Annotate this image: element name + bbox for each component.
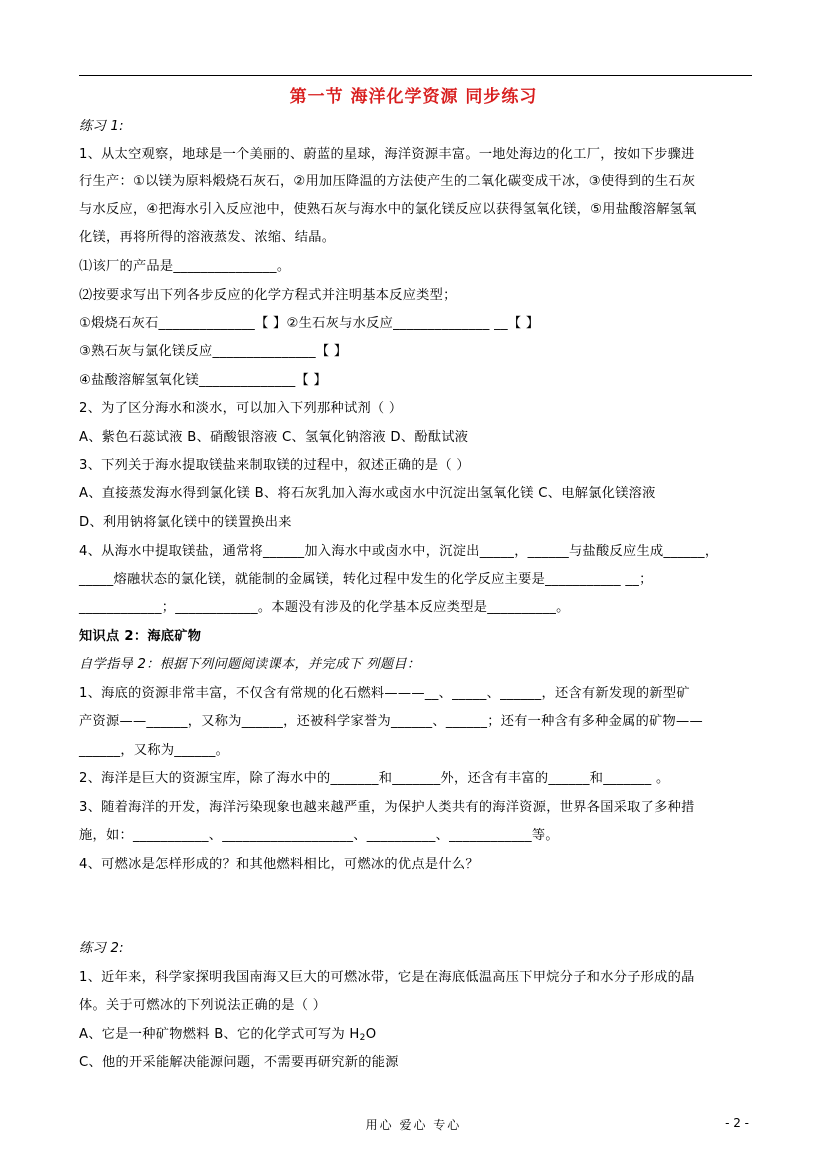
kp-q2: 2、海洋是巨大的资源宝库，除了海水中的_______和_______外，还含有丰富的______和_______ 。 [79, 771, 670, 786]
q1-line-3: 与水反应，④把海水引入反应池中，使熟石灰与海水中的氯化镁反应以获得氢氧化镁，⑤用盐酸溶解氢氧 [79, 202, 697, 217]
q1-sub-1: ⑴该厂的产品是_______________。 [79, 259, 291, 274]
q1-step-4: ④盐酸溶解氢氧化镁______________【 】 [79, 373, 328, 388]
kp-q1-line-1: 1、海底的资源非常丰富，不仅含有常规的化石燃料———__、_____、______，还含有新发现的新型矿 [79, 686, 690, 701]
q3-stem: 3、下列关于海水提取镁盐来制取镁的过程中，叙述正确的是（ ） [79, 458, 470, 473]
page-number: - 2 - [725, 1116, 749, 1130]
ex2-q1-line-2: 体。关于可燃冰的下列说法正确的是（ ） [79, 998, 327, 1013]
q4-line-2: _____熔融状态的氯化镁，就能制的金属镁，转化过程中发生的化学反应主要是___________ __； [79, 572, 653, 587]
footer-motto: 用心 爱心 专心 [365, 1118, 462, 1132]
q1-step-1-2: ①煅烧石灰石______________【 】②生石灰与水反应______________ __【 】 [79, 316, 540, 331]
q3-options-1: A、直接蒸发海水得到氯化镁 B、将石灰乳加入海水或卤水中沉淀出氢氧化镁 C、电解氯化镁溶液 [79, 486, 656, 501]
formula-tail: O [365, 1027, 377, 1042]
formula-subscript: 2 [359, 1033, 366, 1043]
kp-q3-line-2: 施，如：___________、___________________、__________、____________等。 [79, 828, 559, 843]
exercise-1-heading: 练习 1: [79, 119, 124, 134]
q4-line-3: ____________；____________。本题没有涉及的化学基本反应类型是__________。 [79, 600, 570, 615]
q1-line-1: 1、从太空观察，地球是一个美丽的、蔚蓝的星球，海洋资源丰富。一地处海边的化工厂，按如下步骤进 [79, 147, 695, 162]
q1-sub-2: ⑵按要求写出下列各步反应的化学方程式并注明基本反应类型； [79, 288, 457, 303]
knowledge-point-2-heading: 知识点 2：海底矿物 [79, 629, 202, 644]
q1-step-3: ③熟石灰与氯化镁反应_______________【 】 [79, 344, 348, 359]
q2-options: A、紫色石蕊试液 B、硝酸银溶液 C、氢氧化钠溶液 D、酚酞试液 [79, 430, 469, 445]
q1-line-2: 行生产：①以镁为原料煅烧石灰石，②用加压降温的方法使产生的二氧化碳变成干冰，③使得到的生石灰 [79, 174, 696, 189]
ex2-q1-options-ab-text: A、它是一种矿物燃料 B、它的化学式可写为 H [79, 1027, 360, 1042]
q3-options-2: D、利用钠将氯化镁中的镁置换出来 [79, 515, 292, 530]
q4-line-1: 4、从海水中提取镁盐，通常将______加入海水中或卤水中，沉淀出_____，______与盐酸反应生成______， [79, 544, 719, 559]
header-rule [79, 75, 752, 76]
q2-stem: 2、为了区分海水和淡水，可以加入下列那种试剂（ ） [79, 401, 403, 416]
kp-q1-line-3: ______，又称为______。 [79, 743, 230, 758]
kp-q3-line-1: 3、随着海洋的开发，海洋污染现象也越来越严重，为保护人类共有的海洋资源，世界各国采取了多种措 [79, 800, 695, 815]
ex2-q1-options-ab [79, 1026, 759, 1047]
page-title: 第一节 海洋化学资源 同步练习 [289, 87, 538, 107]
ex2-q1-option-c: C、他的开采能解决能源问题，不需要再研究新的能源 [79, 1055, 399, 1070]
kp-q4: 4、可燃冰是怎样形成的？和其他燃料相比，可燃冰的优点是什么？ [79, 857, 479, 872]
self-study-guide-2: 自学指导 2：根据下列问题阅读课本，并完成下 列题目： [79, 657, 421, 672]
q1-line-4: 化镁，再将所得的溶液蒸发、浓缩、结晶。 [79, 230, 336, 245]
kp-q1-line-2: 产资源——______，又称为______，还被科学家誉为______、______；还有一种含有多种金属的矿物—— [79, 714, 704, 729]
ex2-q1-line-1: 1、近年来，科学家探明我国南海又巨大的可燃冰带，它是在海底低温高压下甲烷分子和水分子形成的晶 [79, 970, 695, 985]
exercise-2-heading: 练习 2: [79, 941, 124, 956]
